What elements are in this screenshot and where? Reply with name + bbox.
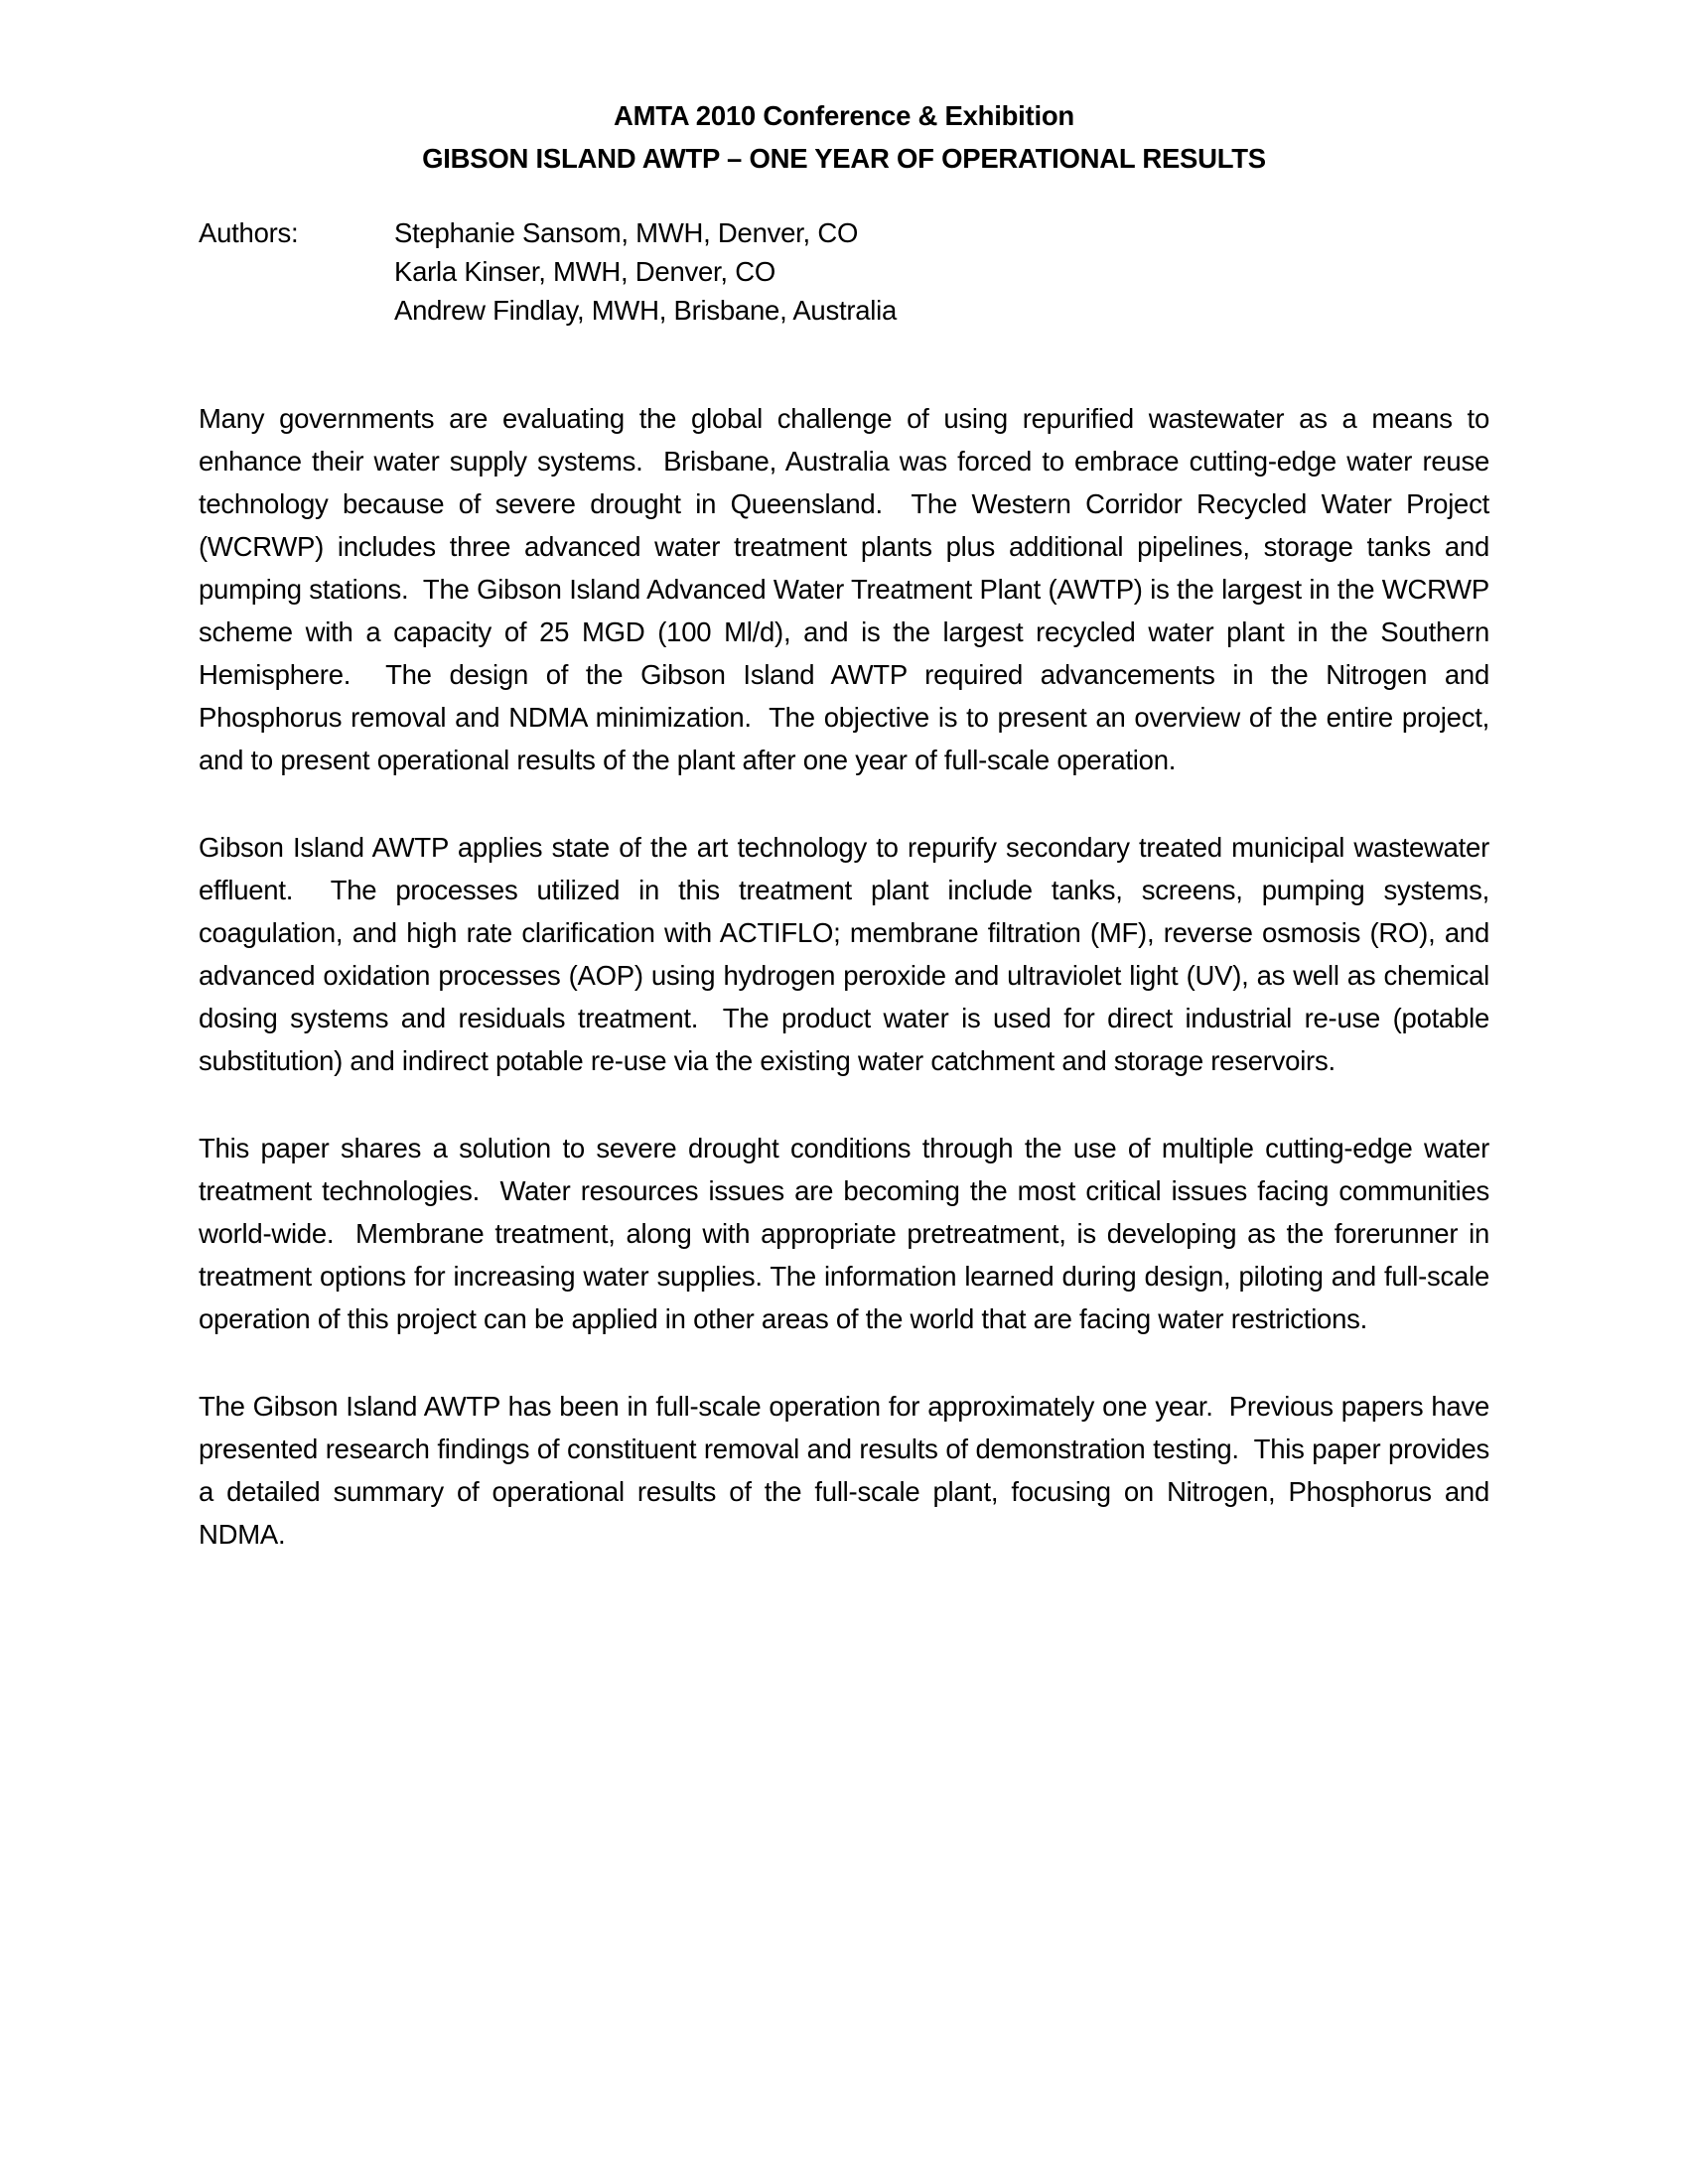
conference-title: AMTA 2010 Conference & Exhibition (614, 100, 1074, 131)
paragraph-4: The Gibson Island AWTP has been in full-scale operation for approximately one year. Previous papers have presented research findings of constituent removal and results of demonstration testing. This paper provides a detailed summary of operational results of the full-scale plant, focusing on Nitrogen, Phosphorus and NDMA. (199, 1391, 1489, 1550)
author-name: Karla Kinser, MWH, Denver, CO (394, 256, 775, 287)
paragraph-2: Gibson Island AWTP applies state of the art technology to repurify secondary treated municipal wastewater effluent. The processes utilized in this treatment plant include tanks, screens, pumping systems, coagulation, and high rate clarification with ACTIFLO; membrane filtration (MF), reverse osmosis (RO), and advanced oxidation processes (AOP) using hydrogen peroxide and ultraviolet light (UV), as well as chemical dosing systems and residuals treatment. The product water is used for direct industrial re-use (potable substitution) and indirect potable re-use via the existing water catchment and storage reservoirs. (199, 832, 1489, 1076)
authors-label: Authors: (199, 217, 299, 248)
authors-block (199, 213, 1489, 330)
abstract-body (199, 397, 1489, 1556)
paper-title: GIBSON ISLAND AWTP – ONE YEAR OF OPERATIONAL RESULTS (422, 143, 1266, 174)
document-header (199, 94, 1489, 180)
authors-list (394, 213, 1489, 330)
author-name: Andrew Findlay, MWH, Brisbane, Australia (394, 295, 898, 326)
paragraph-3: This paper shares a solution to severe drought conditions through the use of multiple cutting-edge water treatment technologies. Water resources issues are becoming the most critical issues facing communities world-wide. Membrane treatment, along with appropriate pretreatment, is developing as the forerunner in treatment options for increasing water supplies. The information learned during design, piloting and full-scale operation of this project can be applied in other areas of the world that are facing water restrictions. (199, 1133, 1489, 1334)
paragraph-1: Many governments are evaluating the global challenge of using repurified wastewater as a means to enhance their water supply systems. Brisbane, Australia was forced to embrace cutting-edge water reuse technology because of severe drought in Queensland. The Western Corridor Recycled Water Project (WCRWP) includes three advanced water treatment plants plus additional pipelines, storage tanks and pumping stations. The Gibson Island Advanced Water Treatment Plant (AWTP) is the largest in the WCRWP scheme with a capacity of 25 MGD (100 Ml/d), and is the largest recycled water plant in the Southern Hemisphere. The design of the Gibson Island AWTP required advancements in the Nitrogen and Phosphorus removal and NDMA minimization. The objective is to present an overview of the entire project, and to present operational results of the plant after one year of full-scale operation. (199, 403, 1489, 775)
author-name: Stephanie Sansom, MWH, Denver, CO (394, 217, 859, 248)
